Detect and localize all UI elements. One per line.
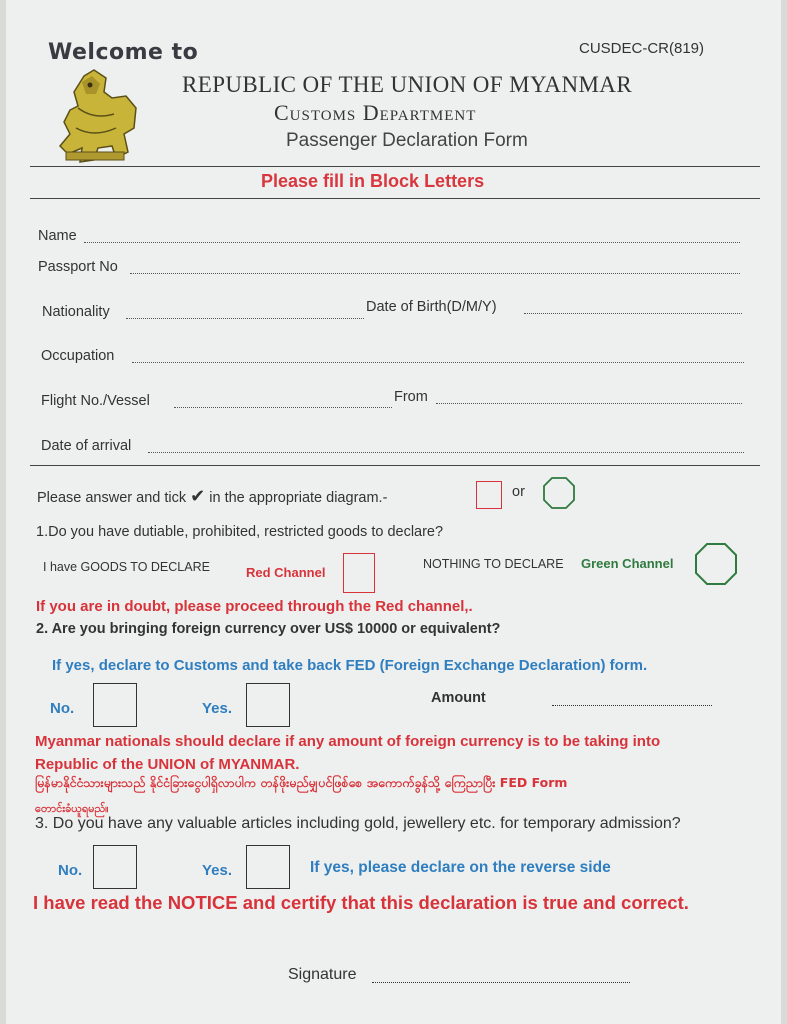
signature-label: Signature bbox=[288, 966, 357, 983]
divider bbox=[30, 198, 760, 199]
q2-yes-checkbox[interactable] bbox=[246, 683, 290, 727]
green-channel-label: Green Channel bbox=[581, 556, 674, 571]
amount-label: Amount bbox=[431, 690, 486, 706]
welcome-heading: Welcome to bbox=[48, 40, 199, 65]
green-channel-checkbox[interactable] bbox=[694, 542, 738, 586]
arrival-field[interactable] bbox=[148, 452, 744, 453]
certification-statement: I have read the NOTICE and certify that this declaration is true and correct. bbox=[33, 892, 689, 913]
dob-field[interactable] bbox=[524, 313, 742, 314]
q3-no-label: No. bbox=[58, 862, 83, 879]
divider bbox=[30, 465, 760, 466]
checkmark-icon: ✔ bbox=[190, 486, 206, 506]
reverse-side-note: If yes, please declare on the reverse side bbox=[310, 859, 611, 876]
q2-no-checkbox[interactable] bbox=[93, 683, 137, 727]
nothing-declare-label: NOTHING TO DECLARE bbox=[423, 557, 564, 571]
burmese-notice-line2: တောင်းခံယူရမည်။ bbox=[35, 802, 109, 815]
red-channel-checkbox[interactable] bbox=[343, 553, 375, 593]
green-octagon-icon bbox=[542, 476, 576, 510]
red-square-icon bbox=[476, 481, 502, 509]
chinthe-emblem-icon bbox=[54, 68, 144, 166]
flight-label: Flight No./Vessel bbox=[41, 393, 150, 409]
doubt-notice: If you are in doubt, please proceed through the Red channel,. bbox=[36, 598, 473, 615]
nationality-field[interactable] bbox=[126, 318, 364, 319]
form-code: CUSDEC-CR(819) bbox=[579, 40, 705, 57]
from-label: From bbox=[394, 389, 428, 405]
flight-field[interactable] bbox=[174, 407, 392, 408]
goods-declare-label: I have GOODS TO DECLARE bbox=[43, 560, 210, 574]
nationals-notice-line1: Myanmar nationals should declare if any amount of foreign currency is to be taking into bbox=[35, 733, 661, 750]
red-channel-label: Red Channel bbox=[246, 565, 326, 580]
department-title: Customs Department bbox=[274, 100, 477, 125]
block-letters-notice: Please fill in Block Letters bbox=[261, 171, 485, 191]
fed-instruction: If yes, declare to Customs and take back FED (Foreign Exchange Declaration) form. bbox=[52, 657, 648, 674]
passport-field[interactable] bbox=[130, 273, 740, 274]
burmese-notice-line1: မြန်မာနိုင်ငံသားများသည် နိုင်ငံခြားငွေပါရှိလာပါက တန်ဖိုးမည်မျှပင်ဖြစ်စေ အကောက်ခွန်သို့ ကြေညာပြီး FED Form bbox=[35, 775, 568, 790]
or-label: or bbox=[512, 484, 525, 500]
republic-title: REPUBLIC OF THE UNION OF MYANMAR bbox=[182, 72, 633, 97]
name-field[interactable] bbox=[84, 242, 740, 243]
q3-yes-label: Yes. bbox=[202, 862, 233, 879]
tick-instruction bbox=[37, 486, 387, 507]
divider bbox=[30, 166, 760, 167]
form-title: Passenger Declaration Form bbox=[286, 130, 528, 151]
signature-field[interactable] bbox=[372, 982, 630, 983]
q1-question: 1.Do you have dutiable, prohibited, restricted goods to declare? bbox=[36, 524, 444, 540]
q3-no-checkbox[interactable] bbox=[93, 845, 137, 889]
name-label: Name bbox=[38, 228, 77, 244]
amount-field[interactable] bbox=[552, 705, 712, 706]
occupation-label: Occupation bbox=[41, 348, 115, 364]
arrival-label: Date of arrival bbox=[41, 438, 132, 454]
q3-question: 3. Do you have any valuable articles including gold, jewellery etc. for temporary admission? bbox=[35, 815, 681, 832]
nationality-label: Nationality bbox=[42, 304, 110, 320]
q3-yes-checkbox[interactable] bbox=[246, 845, 290, 889]
nationals-notice-line2: Republic of the UNION of MYANMAR. bbox=[35, 756, 300, 773]
q2-no-label: No. bbox=[50, 700, 75, 717]
from-field[interactable] bbox=[436, 403, 742, 404]
q2-question: 2. Are you bringing foreign currency over US$ 10000 or equivalent? bbox=[36, 621, 501, 637]
occupation-field[interactable] bbox=[132, 362, 744, 363]
tick-prefix: Please answer and tick bbox=[37, 490, 187, 506]
q2-yes-label: Yes. bbox=[202, 700, 233, 717]
declaration-form bbox=[6, 0, 781, 1024]
dob-label: Date of Birth(D/M/Y) bbox=[366, 299, 497, 315]
tick-suffix: in the appropriate diagram.- bbox=[209, 490, 388, 506]
passport-label: Passport No bbox=[38, 259, 118, 275]
